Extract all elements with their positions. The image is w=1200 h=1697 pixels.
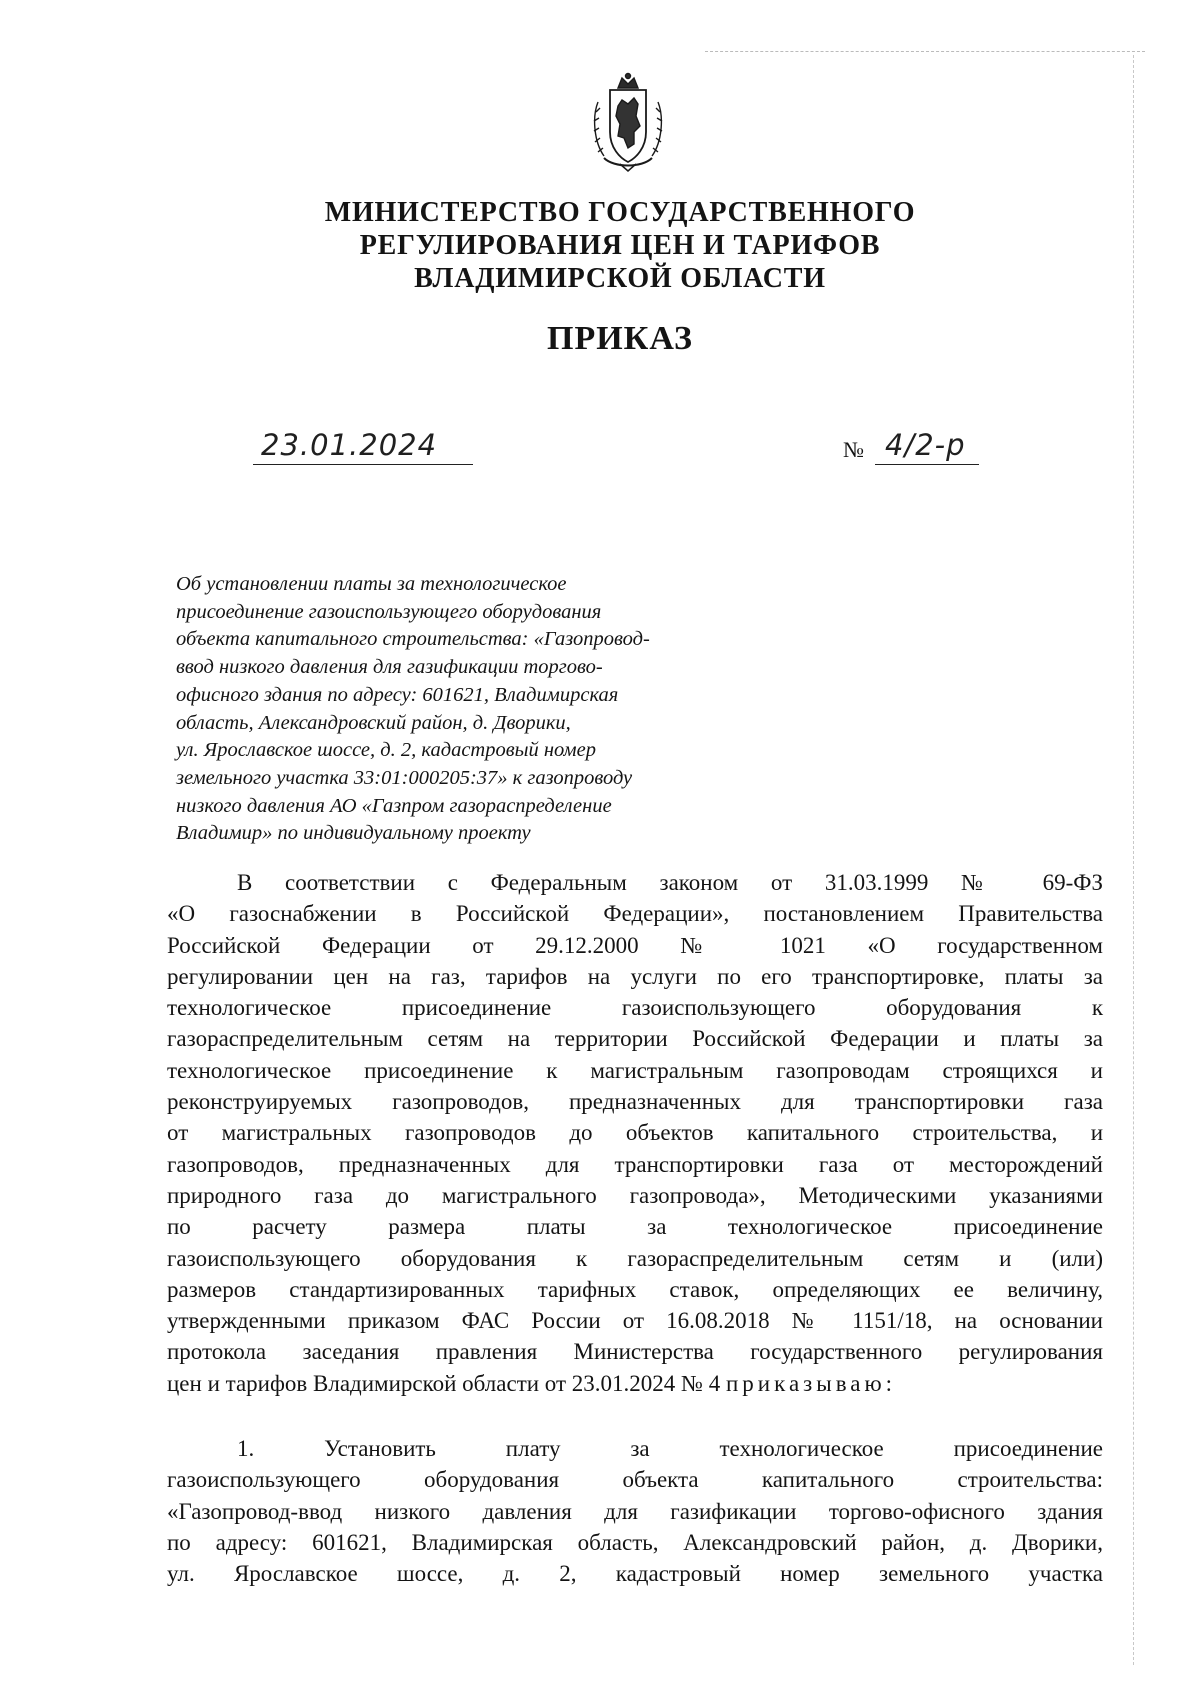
subject-line: ул. Ярославское шоссе, д. 2, кадастровый номер	[176, 739, 596, 762]
subject-line: присоединение газоиспользующего оборудования	[176, 600, 602, 623]
order-date: 23.01.2024	[261, 428, 438, 462]
preamble-line: природного газа до магистрального газопровода», Методическими указаниями	[167, 1182, 1103, 1208]
preamble-paragraph	[167, 867, 1103, 1399]
subject-line: офисного здания по адресу: 601621, Владимирская	[176, 683, 619, 706]
preamble-line: технологическое присоединение газоиспользующего оборудования к	[167, 995, 1103, 1021]
subject-line: ввод низкого давления для газификации торгово-	[176, 656, 603, 679]
order-number: 4/2-р	[885, 428, 966, 462]
scan-edge-right	[1133, 55, 1134, 1665]
order-subject	[176, 571, 736, 848]
preamble-line: от магистральных газопроводов до объектов капитального строительства, и	[167, 1120, 1103, 1146]
item-line: по адресу: 601621, Владимирская область, Александровский район, д. Дворики,	[167, 1529, 1103, 1555]
ministry-name-line-3: ВЛАДИМИРСКОЙ ОБЛАСТИ	[414, 263, 826, 294]
document-type: ПРИКАЗ	[547, 320, 693, 357]
preamble-line: «О газоснабжении в Российской Федерации», постановлением Правительства	[167, 901, 1103, 927]
order-number-field	[875, 424, 979, 465]
subject-line: Владимир» по индивидуальному проекту	[176, 822, 531, 845]
item-line: 1. Установить плату за технологическое присоединение	[237, 1436, 1103, 1461]
preamble-line: регулировании цен на газ, тарифов на услуги по его транспортировке, платы за	[167, 963, 1103, 989]
preamble-line: технологическое присоединение к магистральным газопроводам строящихся и	[167, 1057, 1103, 1083]
preamble-line: протокола заседания правления Министерства государственного регулирования	[167, 1339, 1103, 1365]
preamble-last-line	[167, 1368, 1103, 1399]
subject-line: земельного участка 33:01:000205:37» к газопроводу	[176, 766, 633, 789]
order-item-1	[167, 1433, 1103, 1589]
preamble-line-text: цен и тарифов Владимирской области от 23.01.2024 № 4	[167, 1370, 721, 1396]
scan-edge-top	[705, 51, 1145, 52]
preamble-line: размеров стандартизированных тарифных ставок, определяющих ее величину,	[167, 1276, 1103, 1302]
preamble-line: реконструируемых газопроводов, предназначенных для транспортировки газа	[167, 1089, 1103, 1115]
subject-line: область, Александровский район, д. Дворики,	[176, 711, 571, 734]
order-word: приказываю:	[726, 1370, 897, 1396]
order-number-label: №	[843, 437, 864, 462]
preamble-line: газоиспользующего оборудования к газораспределительным сетям и (или)	[167, 1245, 1103, 1271]
order-date-field	[253, 424, 473, 465]
ministry-name-line-2: РЕГУЛИРОВАНИЯ ЦЕН И ТАРИФОВ	[359, 230, 881, 261]
preamble-line: В соответствии с Федеральным законом от 31.03.1999 № 69-ФЗ	[237, 870, 1103, 895]
ministry-name	[250, 196, 990, 295]
coat-of-arms-icon	[590, 72, 666, 172]
preamble-line: по расчету размера платы за технологическое присоединение	[167, 1214, 1103, 1240]
preamble-line: утвержденными приказом ФАС России от 16.08.2018 № 1151/18, на основании	[167, 1308, 1103, 1334]
preamble-line: Российской Федерации от 29.12.2000 № 1021 «О государственном	[167, 932, 1103, 958]
preamble-line: газопроводов, предназначенных для транспортировки газа от месторождений	[167, 1151, 1103, 1177]
subject-line: объекта капитального строительства: «Газопровод-	[176, 628, 650, 651]
item-line: газоиспользующего оборудования объекта капитального строительства:	[167, 1467, 1103, 1493]
preamble-line: газораспределительным сетям на территории Российской Федерации и платы за	[167, 1026, 1103, 1052]
item-line: ул. Ярославское шоссе, д. 2, кадастровый номер земельного участка	[167, 1561, 1103, 1587]
ministry-name-line-1: МИНИСТЕРСТВО ГОСУДАРСТВЕННОГО	[324, 197, 916, 228]
subject-line: низкого давления АО «Газпром газораспределение	[176, 794, 612, 817]
subject-line: Об установлении платы за технологическое	[176, 573, 567, 595]
item-line: «Газопровод-ввод низкого давления для газификации торгово-офисного здания	[167, 1498, 1103, 1524]
